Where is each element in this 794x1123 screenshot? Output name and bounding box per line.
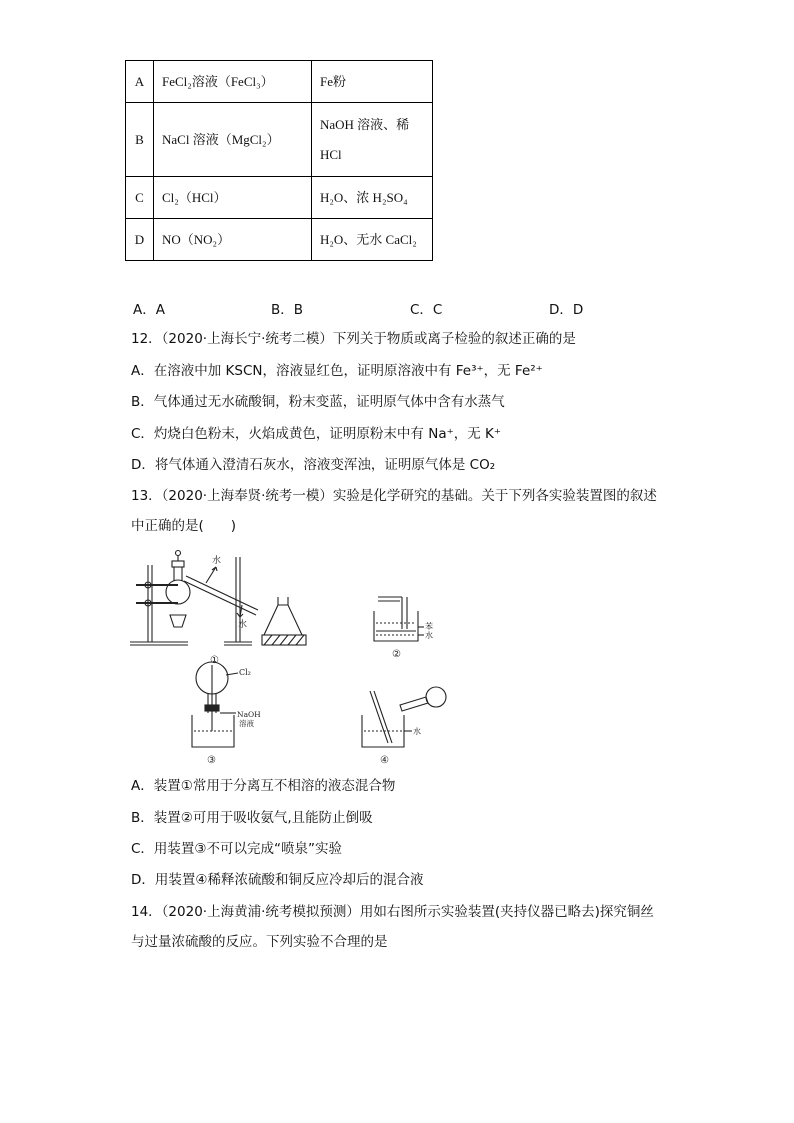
label-solution: 溶液: [239, 719, 254, 728]
row-substance: NaCl 溶液（MgCl₂）: [154, 103, 312, 177]
label-water-in: 水: [238, 620, 248, 630]
q12-option-a: A．在溶液中加 KSCN，溶液显红色，证明原溶液中有 Fe³⁺，无 Fe²⁺: [131, 363, 543, 379]
choice-c: C．C: [410, 302, 443, 318]
row-reagent: NaOH 溶液、稀 HCl: [312, 103, 433, 177]
q14-stem-line1: 14．（2020·上海黄浦·统考模拟预测）用如右图所示实验装置(夹持仪器已略去)探究铜丝: [131, 904, 654, 920]
row-key: A: [126, 61, 154, 103]
label-2: ②: [392, 649, 401, 660]
table-row: [126, 103, 433, 177]
label-4: ④: [380, 755, 389, 766]
label-water-2: 水: [425, 631, 433, 640]
apparatus-2-absorption: [374, 597, 433, 660]
q11-choices: [133, 298, 593, 318]
apparatus-4-dilution: [362, 687, 446, 766]
row-reagent: H₂O、浓 H₂SO₄: [312, 177, 433, 219]
label-cl2: Cl₂: [239, 668, 251, 677]
q12-option-c: C．灼烧白色粉末，火焰成黄色，证明原粉末中有 Na⁺，无 K⁺: [131, 426, 501, 442]
row-substance: NO（NO₂）: [154, 219, 312, 261]
q13-option-c: C．用装置③不可以完成“喷泉”实验: [131, 841, 343, 857]
label-water-4: 水: [413, 727, 421, 736]
q12-option-b: B．气体通过无水硫酸铜，粉末变蓝，证明原气体中含有水蒸气: [131, 394, 505, 410]
row-key: C: [126, 177, 154, 219]
q13-option-a: A．装置①常用于分离互不相溶的液态混合物: [131, 778, 396, 794]
label-benzene: 苯: [425, 622, 433, 631]
choice-d: D．D: [549, 302, 584, 318]
row-substance: FeCl₂溶液（FeCl₃）: [154, 61, 312, 103]
row-key: D: [126, 219, 154, 261]
row-reagent: Fe粉: [312, 61, 433, 103]
q13-stem-line1: 13．（2020·上海奉贤·统考一模）实验是化学研究的基础。关于下列各实验装置图的叙述: [131, 488, 657, 504]
table-row: [126, 61, 433, 103]
label-1: ①: [210, 655, 219, 666]
choice-a: A．A: [133, 302, 165, 318]
q13-option-b: B．装置②可用于吸收氨气,且能防止倒吸: [131, 810, 373, 826]
table-row: [126, 177, 433, 219]
apparatus-figure: [126, 545, 466, 785]
row-reagent: H₂O、无水 CaCl₂: [312, 219, 433, 261]
q14-stem-line2: 与过量浓硫酸的反应。下列实验不合理的是: [131, 934, 388, 950]
label-3: ③: [207, 755, 216, 766]
apparatus-1-distillation: [130, 551, 306, 667]
choice-b: B．B: [271, 302, 304, 318]
table-row: [126, 219, 433, 261]
q12-option-d: D．将气体通入澄清石灰水，溶液变浑浊，证明原气体是 CO₂: [131, 457, 496, 473]
label-water-out: 水: [212, 556, 222, 566]
apparatus-3-fountain: [192, 662, 261, 766]
q12-stem: 12．（2020·上海长宁·统考二模）下列关于物质或离子检验的叙述正确的是: [131, 331, 576, 347]
row-substance: Cl₂（HCl）: [154, 177, 312, 219]
label-naoh: NaOH: [237, 710, 261, 719]
q13-stem-line2: 中正确的是( ): [131, 518, 237, 534]
options-table: [125, 60, 433, 261]
q13-option-d: D．用装置④稀释浓硫酸和铜反应冷却后的混合液: [131, 872, 424, 888]
row-key: B: [126, 103, 154, 177]
